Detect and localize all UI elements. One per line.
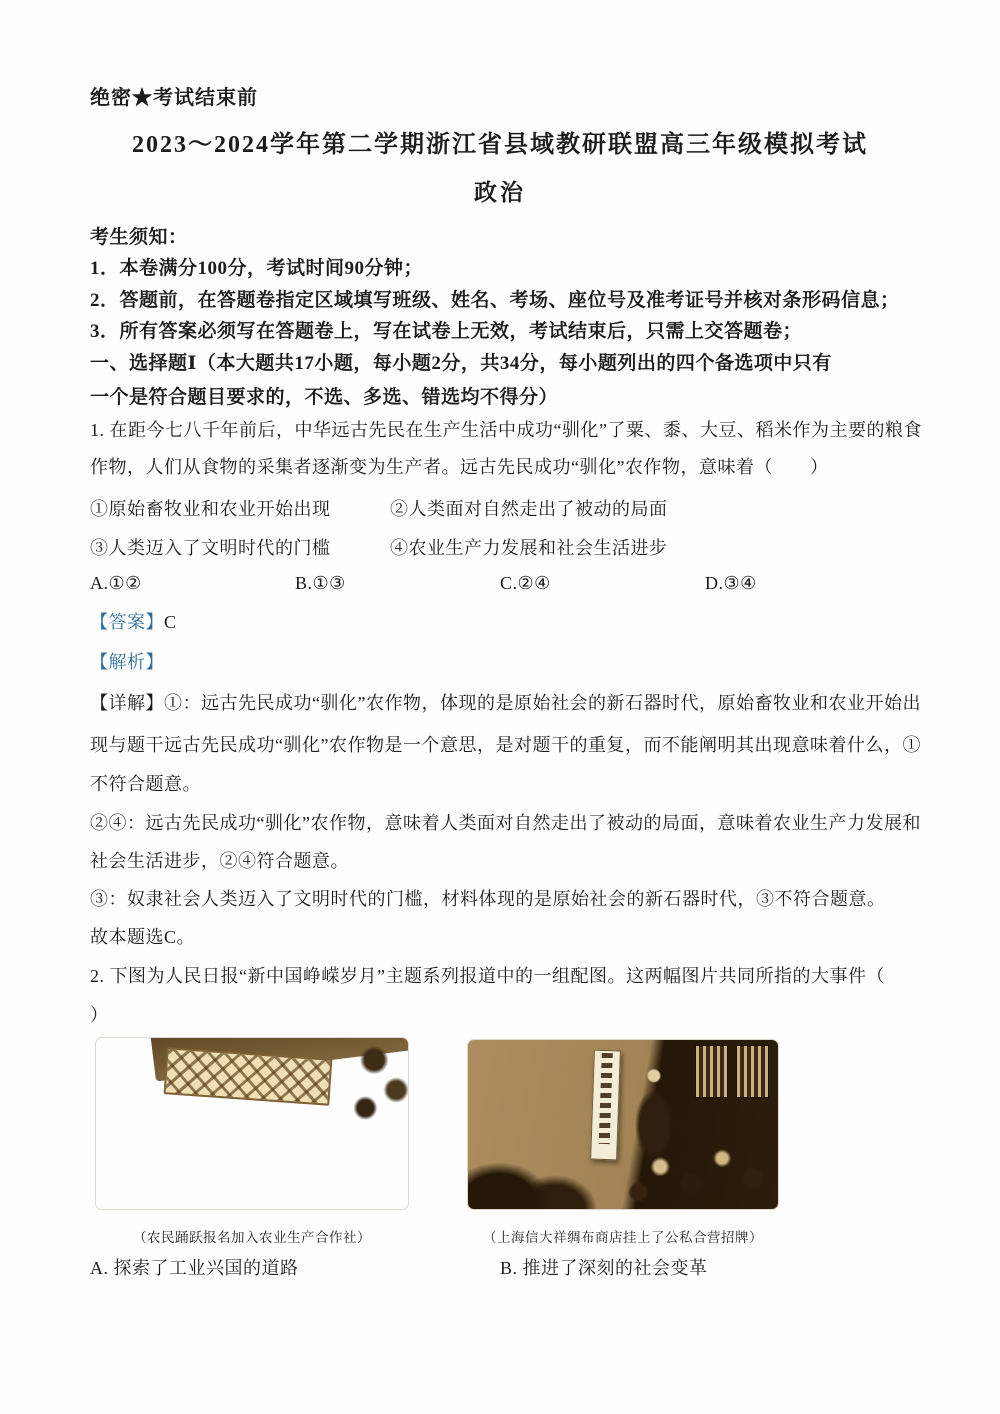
statement-4: ④农业生产力发展和社会生活进步 bbox=[390, 538, 668, 558]
section-heading-line-1: 一、选择题Ⅰ（本大题共17小题，每小题2分，共34分，每小题列出的四个备选项中只有 bbox=[90, 353, 832, 374]
question-1-stem-line-1: 1. 在距今七八千年前后，中华远古先民在生产生活中成功“驯化”了粟、黍、大豆、稻米作为主要的粮食 bbox=[90, 420, 922, 440]
answer-line bbox=[90, 611, 177, 634]
answer-value: C bbox=[164, 612, 177, 632]
statement-1: ①原始畜牧业和农业开始出现 bbox=[90, 499, 331, 519]
detail-line-1: 【详解】①：远古先民成功“驯化”农作物，体现的是原始社会的新石器时代，原始畜牧业和农业开始出 bbox=[90, 693, 921, 713]
photo1-foliage bbox=[339, 1038, 408, 1144]
photo-farmers-joining-cooperative bbox=[96, 1038, 408, 1209]
photo1-caption: （农民踊跃报名加入农业生产合作社） bbox=[133, 1230, 371, 1245]
notice-item-2: 2．答题前，在答题卷指定区域填写班级、姓名、考场、座位号及准考证号并核对条形码信息； bbox=[90, 290, 900, 311]
photo2-standing-figure bbox=[623, 1064, 685, 1162]
q2-choice-a: A. 探索了工业兴国的道路 bbox=[90, 1258, 299, 1278]
photo1-banner bbox=[163, 1048, 332, 1106]
photo-shanghai-shop-plaque bbox=[468, 1040, 778, 1209]
detail-line-3: 不符合题意。 bbox=[90, 774, 201, 794]
statement-3: ③人类迈入了文明时代的门槛 bbox=[90, 538, 331, 558]
question-1-statements-row-1 bbox=[90, 498, 668, 521]
question-1-statements-row-2 bbox=[90, 537, 668, 560]
question-2-stem-line-2: ） bbox=[90, 1005, 109, 1025]
choice-d: D.③④ bbox=[705, 573, 757, 593]
photo2-vertical-sign bbox=[590, 1050, 621, 1161]
exam-subject: 政治 bbox=[474, 180, 526, 205]
photo2-window-1 bbox=[695, 1045, 728, 1098]
photo2-window-2 bbox=[736, 1045, 769, 1098]
notice-item-3: 3．所有答案必须写在答题卷上，写在试卷上无效，考试结束后，只需上交答题卷； bbox=[90, 321, 803, 342]
question-2-stem-line-1: 2. 下图为人民日报“新中国峥嵘岁月”主题系列报道中的一组配图。这两幅图片共同所指的大事件（ bbox=[90, 966, 885, 986]
photo2-sign-text-marks bbox=[598, 1053, 613, 1144]
detail-line-6: ③：奴隶社会人类迈入了文明时代的门槛，材料体现的是原始社会的新石器时代，③不符合题意。 bbox=[90, 889, 886, 909]
detail-line-2: 现与题干远古先民成功“驯化”农作物是一个意思，是对题干的重复，而不能阐明其出现意味着什么，① bbox=[90, 735, 921, 755]
choice-b: B.①③ bbox=[295, 573, 346, 593]
security-classification-label: 绝密★考试结束前 bbox=[90, 87, 258, 109]
answer-label: 【答案】 bbox=[90, 612, 164, 632]
q2-choice-b: B. 推进了深刻的社会变革 bbox=[500, 1258, 708, 1278]
question-2-choices-row bbox=[90, 1257, 708, 1280]
question-1-choices-row bbox=[90, 572, 757, 595]
notice-heading: 考生须知： bbox=[90, 227, 188, 248]
notice-item-1: 1．本卷满分100分，考试时间90分钟； bbox=[90, 258, 424, 279]
detail-line-5: 社会生活进步，②④符合题意。 bbox=[90, 851, 349, 871]
analysis-label: 【解析】 bbox=[90, 652, 164, 672]
photo2-caption: （上海信大祥绸布商店挂上了公私合营招牌） bbox=[483, 1230, 763, 1245]
question-1-stem-line-2: 作物，人们从食物的采集者逐渐变为生产者。远古先民成功“驯化”农作物，意味着（ ） bbox=[90, 457, 829, 477]
detail-line-7: 故本题选C。 bbox=[90, 927, 196, 947]
detail-line-4: ②④：远古先民成功“驯化”农作物，意味着人类面对自然走出了被动的局面，意味着农业生产力发展和 bbox=[90, 813, 921, 833]
exam-title: 2023～2024学年第二学期浙江省县域教研联盟高三年级模拟考试 bbox=[132, 132, 868, 158]
choice-c: C.②④ bbox=[500, 573, 551, 593]
choice-a: A.①② bbox=[90, 573, 142, 593]
statement-2: ②人类面对自然走出了被动的局面 bbox=[390, 499, 668, 519]
section-heading-line-2: 一个是符合题目要求的，不选、多选、错选均不得分） bbox=[90, 387, 559, 408]
